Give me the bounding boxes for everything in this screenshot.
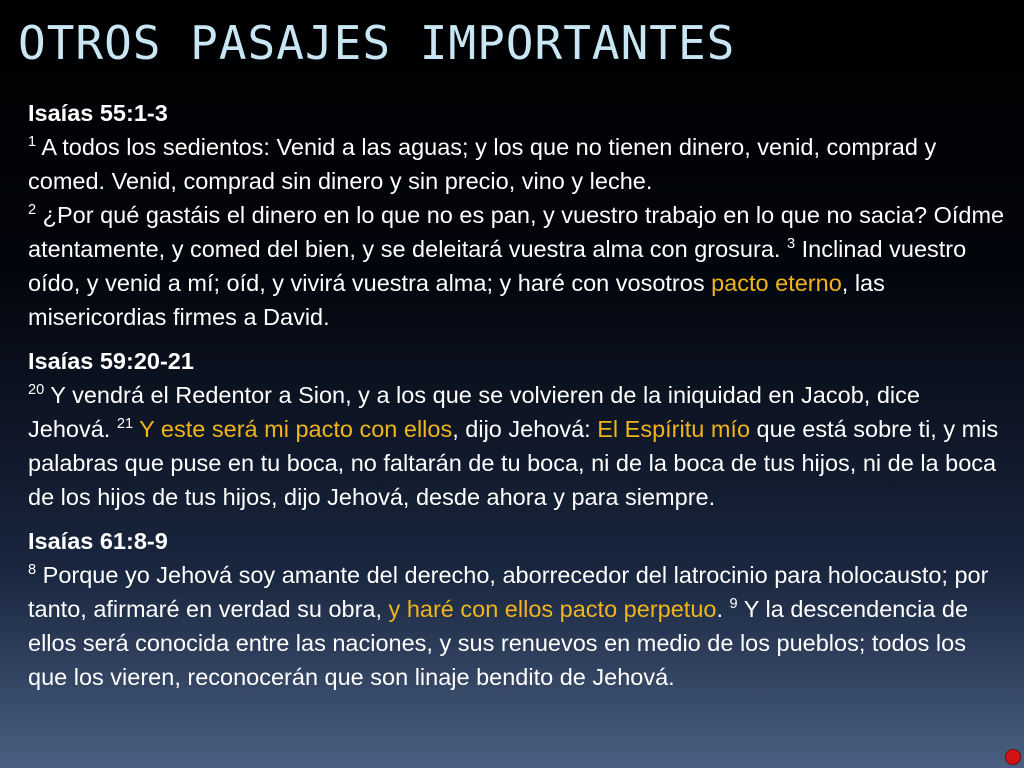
verse-text: , dijo Jehová: [452,416,598,442]
highlighted-phrase: Y este será mi pacto con ellos [139,416,453,442]
passage-isaias-55 [28,96,1008,334]
verse-number: 2 [28,202,37,219]
verse-text: que está sobre ti, y mis palabras que puse en tu boca, no faltarán de tu boca, ni de la boca de tus hijos, ni de la boca de los hijos de tus hijos, dijo Jehová, desde ahora y para siempre. [28,416,999,510]
verse-text: ¿Por qué gastáis el dinero en lo que no es pan, y vuestro trabajo en lo que no sacia? Oídme atentamente, y comed del bien, y se deleitará vuestra alma con grosura. [28,202,1005,262]
passage-text [28,378,1008,514]
verse-number: 21 [116,416,134,433]
highlighted-phrase: pacto eterno [711,270,842,296]
verse-number: 3 [786,236,796,253]
passage-text [28,130,1008,334]
passage-reference: Isaías 61:8-9 [28,528,168,554]
passages-container [28,96,1008,704]
passage-reference: Isaías 59:20-21 [28,348,194,374]
verse-text: Y la descendencia de ellos será conocida entre las naciones, y sus renuevos en medio de los pueblos; todos los que los vieren, reconocerán que son linaje bendito de Jehová. [28,596,969,690]
passage-reference: Isaías 55:1-3 [28,100,168,126]
slide-title: OTROS PASAJES IMPORTANTES [18,16,736,70]
passage-isaias-59 [28,344,1008,514]
verse-number: 9 [729,596,738,613]
verse-text: Y vendrá el Redentor a Sion, y a los que se volvieren de la iniquidad en Jacob, dice Jehová. [28,382,920,442]
verse-text: Inclinad vuestro oído, y venid a mí; oíd, y vivirá vuestra alma; y haré con vosotros [28,236,967,296]
verse-text: . [716,596,730,622]
passage-text [28,558,1008,694]
passage-isaias-61 [28,524,1008,694]
slide-indicator-dot [1006,750,1020,764]
verse-text: Porque yo Jehová soy amante del derecho, aborrecedor del latrocinio para holocausto; por tanto, afirmaré en verdad su obra, [28,562,989,622]
highlighted-phrase: y haré con ellos pacto perpetuo [388,596,717,622]
verse-number: 20 [28,382,45,399]
verse-number: 8 [28,562,37,579]
verse-text: , las misericordias firmes a David. [28,270,885,330]
verse-text: A todos los sedientos: Venid a las aguas; y los que no tienen dinero, venid, comprad y comed. Venid, comprad sin dinero y sin precio, vino y leche. [28,134,937,194]
highlighted-phrase: El Espíritu mío [597,416,751,442]
verse-number: 1 [28,134,37,151]
